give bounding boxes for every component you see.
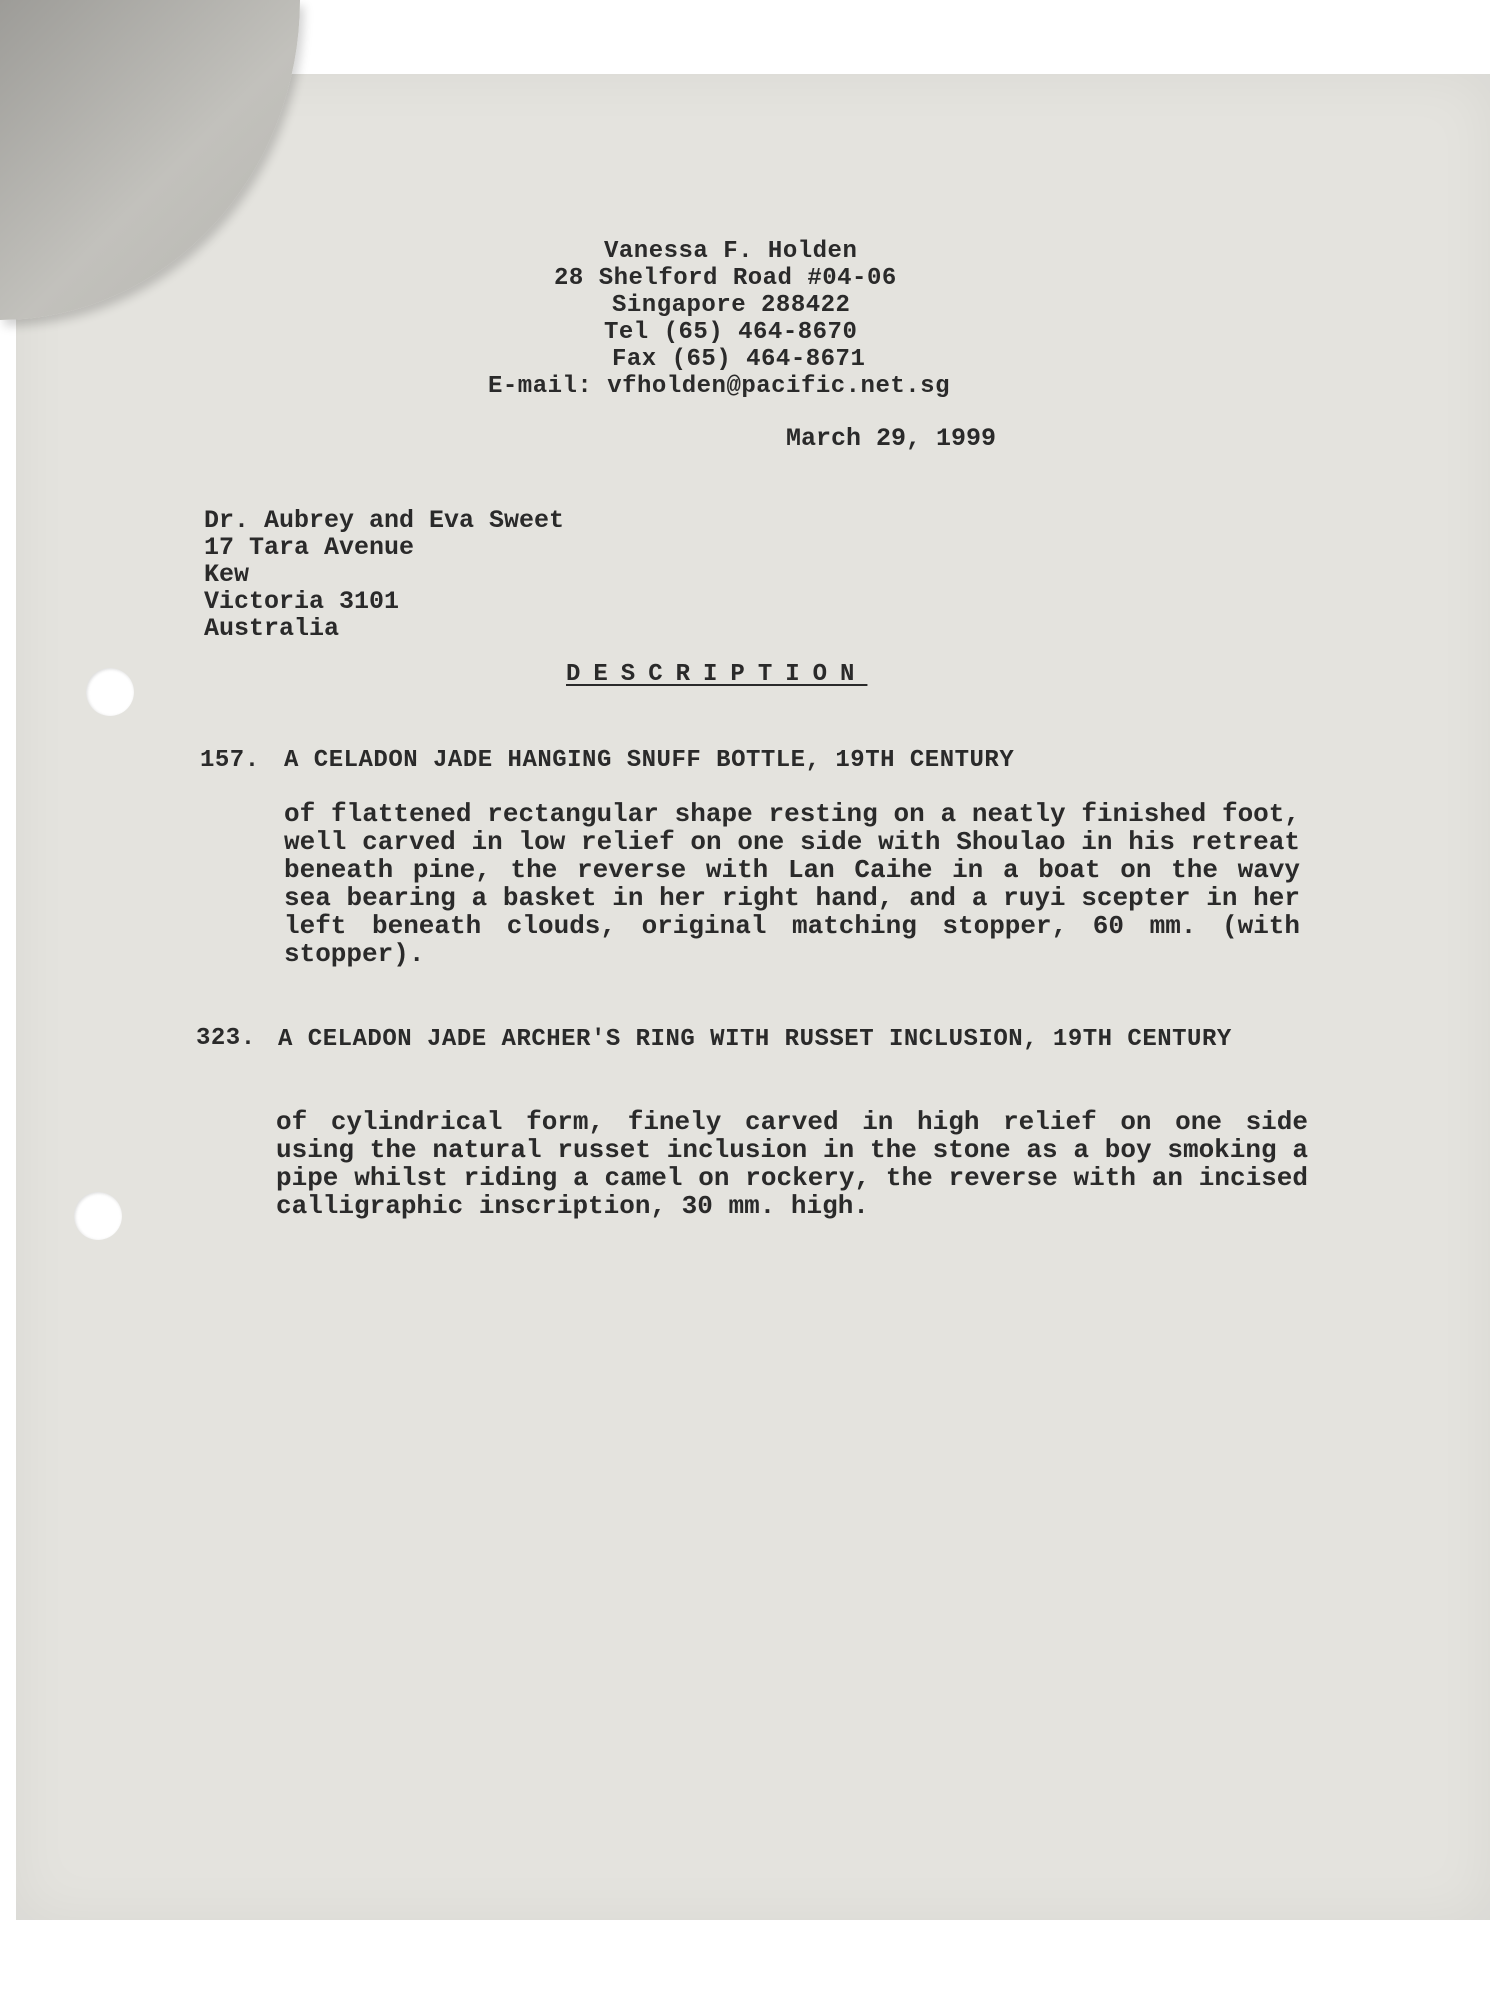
item-description: of flattened rectangular shape resting on a neatly finished foot, well carved in low relief on one side with Shoulao in his retreat beneath pine, the reverse with Lan Caihe in a boat on the wavy sea bearing a basket in her right hand, and a ruyi scepter in her left beneath clouds, original matching stopper, 60 mm. (with stopper). [284,799,1300,969]
recipient-line: Dr. Aubrey and Eva Sweet [204,506,565,535]
item-description: of cylindrical form, finely carved in high relief on one side using the natural russet inclusion in the stone as a boy smoking a pipe whilst riding a camel on rockery, the reverse with an incised calligraphic inscription, 30 mm. high. [276,1107,1308,1221]
recipient-line: Victoria 3101 [204,587,400,616]
item-number: 323. [196,1025,256,1052]
recipient-line: 17 Tara Avenue [204,533,415,562]
letter-date: March 29, 1999 [786,424,997,453]
sender-fax: Fax (65) 464-8671 [612,346,866,373]
item-number: 157. [200,747,260,774]
item-title: A CELADON JADE HANGING SNUFF BOTTLE, 19TH CENTURY [284,747,1015,774]
section-heading: DESCRIPTION [566,661,868,688]
sender-tel: Tel (65) 464-8670 [604,319,858,346]
sender-city: Singapore 288422 [612,292,851,319]
punch-hole-bottom [74,1192,122,1240]
sender-street: 28 Shelford Road #04-06 [554,265,897,292]
recipient-line: Kew [204,560,250,589]
punch-hole-top [86,668,134,716]
item-title: A CELADON JADE ARCHER'S RING WITH RUSSET INCLUSION, 19TH CENTURY [278,1026,1232,1053]
sender-email: E-mail: vfholden@pacific.net.sg [488,373,950,400]
recipient-line: Australia [204,614,340,643]
sender-name: Vanessa F. Holden [604,238,858,265]
